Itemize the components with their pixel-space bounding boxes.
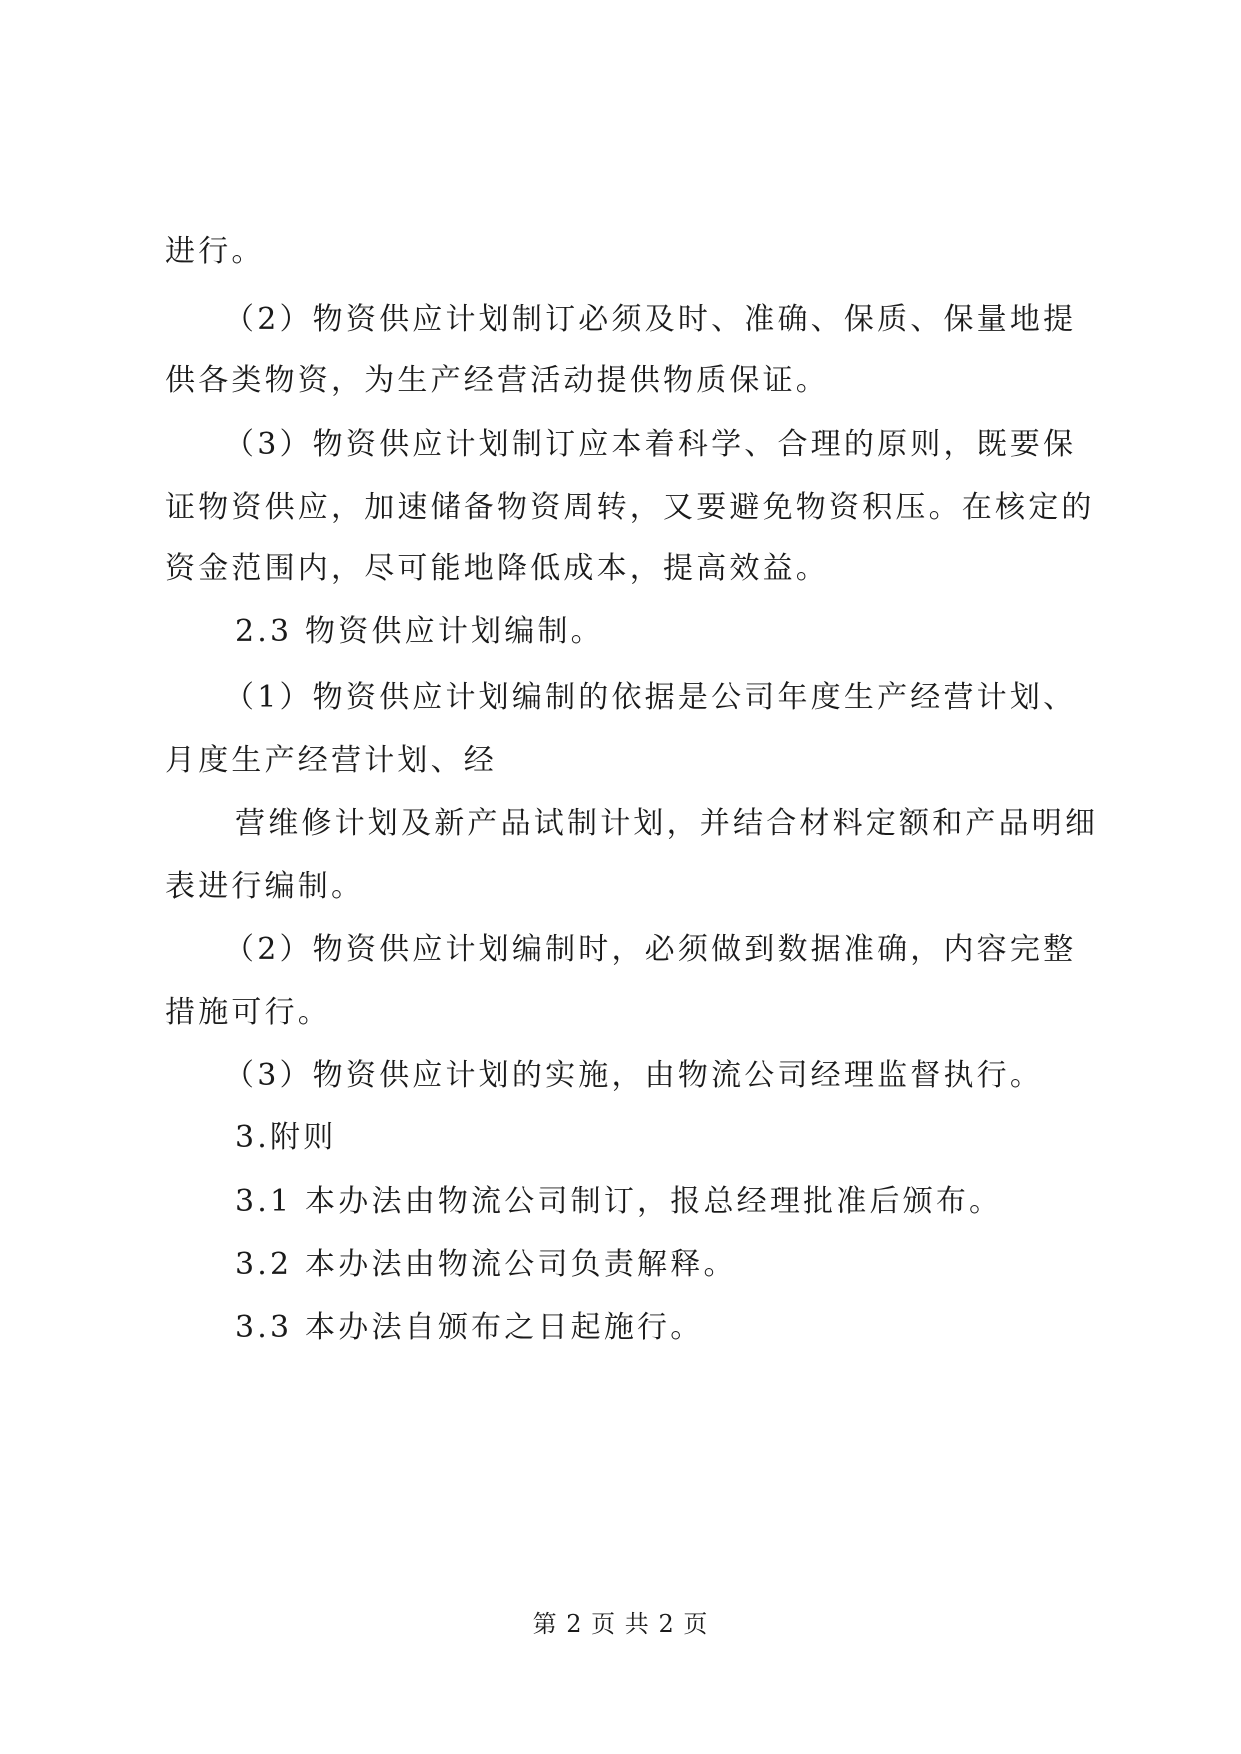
body-line: （2）物资供应计划编制时，必须做到数据准确，内容完整 <box>224 932 1077 967</box>
body-line: 3.3 本办法自颁布之日起施行。 <box>235 1310 704 1345</box>
body-line: 资金范围内，尽可能地降低成本，提高效益。 <box>165 551 829 586</box>
body-line: 3.2 本办法由物流公司负责解释。 <box>235 1247 737 1282</box>
section-heading: 3.附则 <box>235 1120 337 1155</box>
body-line: 进行。 <box>165 234 265 269</box>
body-line: （2）物资供应计划制订必须及时、准确、保质、保量地提 <box>224 302 1077 337</box>
body-line: 措施可行。 <box>165 995 331 1030</box>
body-line: 表进行编制。 <box>165 869 365 904</box>
body-line: 月度生产经营计划、经 <box>165 743 497 778</box>
body-line: （1）物资供应计划编制的依据是公司年度生产经营计划、 <box>224 680 1077 715</box>
body-line: 供各类物资，为生产经营活动提供物质保证。 <box>165 363 829 398</box>
section-heading: 2.3 物资供应计划编制。 <box>235 614 604 649</box>
body-line: （3）物资供应计划制订应本着科学、合理的原则，既要保 <box>224 427 1077 462</box>
page-number-footer: 第 2 页 共 2 页 <box>532 1610 709 1638</box>
body-line: 证物资供应，加速储备物资周转，又要避免物资积压。在核定的 <box>165 490 1095 525</box>
body-line: 营维修计划及新产品试制计划，并结合材料定额和产品明细 <box>235 806 1099 841</box>
body-line: 3.1 本办法由物流公司制订，报总经理批准后颁布。 <box>235 1184 1003 1219</box>
body-line: （3）物资供应计划的实施，由物流公司经理监督执行。 <box>224 1058 1044 1093</box>
